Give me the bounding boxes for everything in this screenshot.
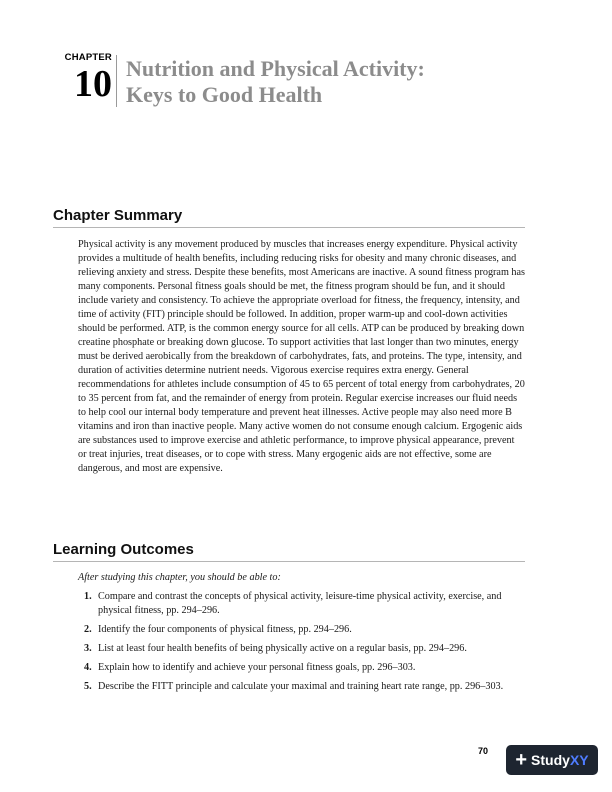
list-item (78, 661, 525, 675)
learning-outcomes-list (78, 590, 525, 699)
learning-outcomes-heading: Learning Outcomes (53, 541, 194, 558)
chapter-summary-heading: Chapter Summary (53, 207, 183, 224)
chapter-title-line-1: Nutrition and Physical Activity: (126, 56, 425, 81)
list-item-text: Identify the four components of physical fitness, pp. 294–296. (98, 624, 352, 635)
chapter-title (126, 56, 425, 108)
list-item-number: 2. (84, 624, 92, 635)
list-item-number: 5. (84, 681, 92, 692)
chapter-summary-rule (53, 227, 525, 228)
page-number: 70 (478, 746, 489, 756)
chapter-number: 10 (74, 63, 112, 105)
studyxy-logo (531, 752, 589, 768)
list-item-text: List at least four health benefits of being physically active on a regular basis, pp. 294–296. (98, 643, 467, 654)
chapter-summary-text: Physical activity is any movement produced by muscles that increases energy expenditure. Physical activity provides a multitude of health benefits, including reducing risks for obesity and many chronic diseases, and relieving anxiety and stress. Despite these benefits, most Americans are inactive. A sound fitness program has many components. Personal fitness goals should be met, the fitness program should be fun, and it should include variety and consistency. To achieve the appropriate overload for fitness, the frequency, intensity, and time of activity (FIT) principle should be followed. In addition, proper warm-up and cool-down activities should be performed. ATP, is the common energy source for all cells. ATP can be produced by breaking down creatine phosphate or breaking down glucose. To support activities that last longer than two minutes, energy must be derived aerobically from the breakdown of carbohydrates, fats, and proteins. The type, intensity, and duration of activities determine nutrient needs. Vigorous exercise requires extra energy. General recommendations for athletes include consumption of 45 to 65 percent of total energy from carbohydrates, 20 to 35 percent from fat, and the remainder of energy from protein. Regular exercise increases our fluid needs to help cool our internal body temperature and prevent heat illnesses. Active people may also need more B vitamins and iron than inactive people. Many active women do not consume enough calcium. Ergogenic aids are substances used to improve exercise and athletic performance, to improve physical appearance, prevent or treat injuries, treat diseases, or to cope with stress. Many ergogenic aids are not effective, some are dangerous, and most are expensive. (78, 239, 526, 474)
list-item-number: 1. (84, 591, 92, 602)
learning-outcomes-rule (53, 561, 525, 562)
plus-icon: + (515, 749, 528, 771)
chapter-label-block (52, 52, 112, 104)
list-item (78, 642, 525, 656)
list-item-text: Compare and contrast the concepts of physical activity, leisure-time physical activity, exercise, and physical fitness, pp. 294–296. (98, 591, 502, 616)
brand-accent: XY (569, 752, 589, 768)
chapter-divider (116, 55, 117, 107)
chapter-label: CHAPTER (64, 52, 112, 63)
list-item-number: 4. (84, 662, 92, 673)
chapter-title-line-2: Keys to Good Health (126, 82, 323, 107)
studyxy-badge[interactable] (506, 745, 598, 775)
list-item (78, 623, 525, 637)
list-item (78, 590, 525, 618)
brand-main: Study (531, 752, 570, 768)
list-item-number: 3. (84, 643, 92, 654)
list-item-text: Describe the FITT principle and calculate your maximal and training heart rate range, pp. 296–303. (98, 681, 504, 692)
list-item-text: Explain how to identify and achieve your personal fitness goals, pp. 296–303. (98, 662, 416, 673)
list-item (78, 680, 525, 694)
learning-outcomes-intro: After studying this chapter, you should be able to: (78, 572, 281, 583)
